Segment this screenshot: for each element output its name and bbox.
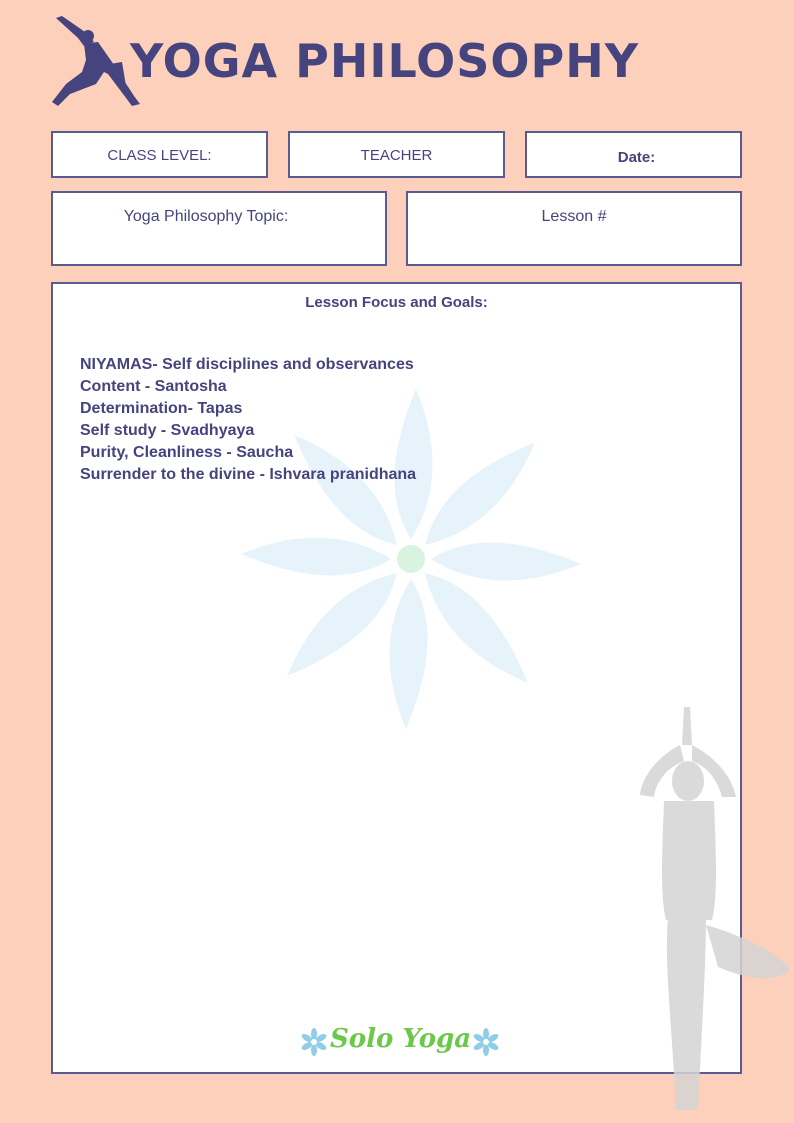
date-field[interactable]: [525, 131, 742, 178]
snowflake-flower-icon: [472, 1028, 500, 1056]
goal-item: Determination- Tapas: [80, 400, 243, 417]
teacher-field[interactable]: [288, 131, 505, 178]
goal-item: Content - Santosha: [80, 378, 227, 395]
topic-field[interactable]: [51, 191, 387, 266]
date-label: Date:: [617, 149, 656, 166]
brand-name: Solo Yoga: [330, 1024, 472, 1054]
page-title: YOGA PHILOSOPHY: [130, 34, 640, 88]
tree-pose-silhouette-icon: [632, 705, 794, 1123]
goal-item: NIYAMAS- Self disciplines and observances: [80, 356, 414, 373]
brand-logo: [300, 1018, 510, 1064]
class-level-label: CLASS LEVEL:: [107, 147, 212, 164]
snowflake-flower-icon: [300, 1028, 328, 1056]
goal-item: Self study - Svadhyaya: [80, 422, 255, 439]
lesson-number-label: Lesson #: [541, 208, 607, 225]
topic-label: Yoga Philosophy Topic:: [123, 208, 289, 225]
header: [0, 0, 794, 120]
goal-item: Purity, Cleanliness - Saucha: [80, 444, 294, 461]
goal-item: Surrender to the divine - Ishvara pranidhana: [80, 466, 417, 483]
lesson-focus-heading: Lesson Focus and Goals:: [305, 294, 488, 311]
teacher-label: TEACHER: [360, 147, 433, 164]
class-level-field[interactable]: [51, 131, 268, 178]
goals-list: [80, 354, 416, 486]
lesson-number-field[interactable]: [406, 191, 742, 266]
